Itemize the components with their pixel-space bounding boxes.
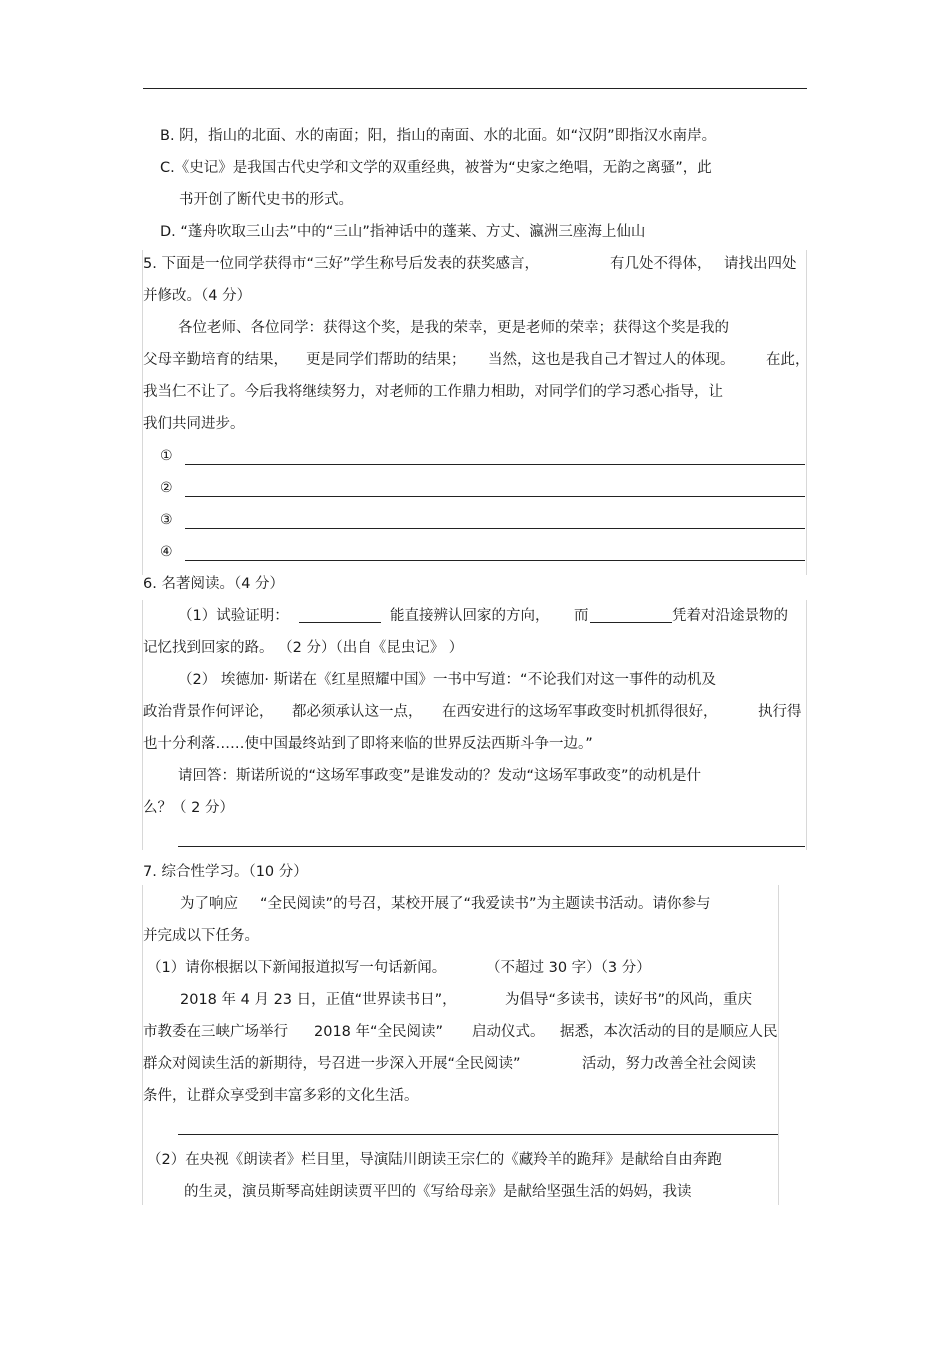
q6-s2-line2a: 政治背景作何评论， bbox=[143, 704, 274, 720]
q5-title-b: 有几处不得体， bbox=[610, 256, 712, 272]
option-b: B. 阴，指山的北面、水的南面；阳，指山的南面、水的北面。如“汉阴”即指汉水南岸。 bbox=[160, 128, 717, 144]
q7-news-line1a: 2018 年 4 月 23 日，正值“世界读书日”， bbox=[180, 992, 457, 1008]
top-rule bbox=[143, 88, 807, 89]
q7-intro-b: “全民阅读”的号召，某校开展了“我爱读书”为主题读书活动。请你参与 bbox=[260, 896, 711, 912]
q6-s1-c: 而 bbox=[574, 608, 589, 624]
q6-title: 6. 名著阅读。（4 分） bbox=[143, 576, 285, 592]
answer-marker-1: ① bbox=[160, 448, 173, 464]
q5-speech-line4: 我们共同进步。 bbox=[143, 416, 245, 432]
q7-intro-line2: 并完成以下任务。 bbox=[143, 928, 259, 944]
q7-news-line1b: 为倡导“多读书，读好书”的风尚，重庆 bbox=[505, 992, 753, 1008]
q7-news-line3b: 活动，努力改善全社会阅读 bbox=[582, 1056, 756, 1072]
q5-speech-line2d: 在此， bbox=[766, 352, 810, 368]
option-d: D. “蓬舟吹取三山去”中的“三山”指神话中的蓬莱、方丈、瀛洲三座海上仙山 bbox=[160, 224, 646, 240]
answer-marker-2: ② bbox=[160, 480, 173, 496]
q5-speech-line3: 我当仁不让了。今后我将继续努力，对老师的工作鼎力相助，对同学们的学习悉心指导，让 bbox=[143, 384, 723, 400]
answer-marker-4: ④ bbox=[160, 544, 173, 560]
q7-news-line4: 条件，让群众享受到丰富多彩的文化生活。 bbox=[143, 1088, 419, 1104]
q6-s1-d: 凭着对沿途景物的 bbox=[672, 608, 788, 624]
q7-title: 7. 综合性学习。（10 分） bbox=[143, 864, 308, 880]
q6-blank-1[interactable] bbox=[299, 608, 381, 623]
q7-news-line2c: 启动仪式。 bbox=[472, 1024, 545, 1040]
q7-task1-a: （1）请你根据以下新闻报道拟写一句话新闻。 bbox=[147, 960, 447, 976]
q6-s2-line2d: 执行得 bbox=[758, 704, 802, 720]
q7-news-line2a: 市教委在三峡广场举行 bbox=[143, 1024, 288, 1040]
q5-speech-line1: 各位老师、各位同学：获得这个奖，是我的荣幸，更是老师的荣幸；获得这个奖是我的 bbox=[178, 320, 729, 336]
q7-news-line2b: 2018 年“全民阅读” bbox=[314, 1024, 444, 1040]
q7-task2-line2: 的生灵，演员斯琴高娃朗读贾平凹的《写给母亲》是献给坚强生活的妈妈，我读 bbox=[184, 1184, 692, 1200]
right-border-q5 bbox=[806, 250, 807, 575]
q5-speech-line2b: 更是同学们帮助的结果； bbox=[306, 352, 466, 368]
answer-line-2[interactable] bbox=[185, 496, 805, 497]
q6-blank-2[interactable] bbox=[590, 608, 672, 623]
q5-speech-line2c: 当然，这也是我自己才智过人的体现。 bbox=[488, 352, 735, 368]
q6-s1-a: （1）试验证明： bbox=[178, 608, 289, 624]
q6-s2-line3: 也十分利落……使中国最终站到了即将来临的世界反法西斯斗争一边。” bbox=[143, 736, 593, 752]
q7-task2-line1: （2）在央视《朗读者》栏目里，导演陆川朗读王宗仁的《藏羚羊的跪拜》是献给自由奔跑 bbox=[147, 1152, 722, 1168]
q6-question-line2: 么？（ 2 分） bbox=[143, 800, 234, 816]
q7-news-line3a: 群众对阅读生活的新期待，号召进一步深入开展“全民阅读” bbox=[143, 1056, 521, 1072]
right-border-q6 bbox=[806, 600, 807, 850]
q6-s2-line2b: 都必须承认这一点， bbox=[292, 704, 423, 720]
option-c-line1: C.《史记》是我国古代史学和文学的双重经典，被誉为“史家之绝唱，无韵之离骚”，此 bbox=[160, 160, 712, 176]
q5-title-line2: 并修改。（4 分） bbox=[143, 288, 252, 304]
q6-answer-line[interactable] bbox=[178, 846, 805, 847]
q7-task1-b: （不超过 30 字）（3 分） bbox=[486, 960, 651, 976]
q7-intro-a: 为了响应 bbox=[180, 896, 238, 912]
answer-marker-3: ③ bbox=[160, 512, 173, 528]
q5-speech-line2a: 父母辛勤培育的结果， bbox=[143, 352, 288, 368]
answer-line-4[interactable] bbox=[185, 560, 805, 561]
q5-title-a: 5. 下面是一位同学获得市“三好”学生称号后发表的获奖感言， bbox=[143, 256, 539, 272]
q6-s1-b: 能直接辨认回家的方向， bbox=[390, 608, 550, 624]
q7-news-line2d: 据悉，本次活动的目的是顺应人民 bbox=[560, 1024, 778, 1040]
q7-answer-line[interactable] bbox=[178, 1134, 778, 1135]
answer-line-1[interactable] bbox=[185, 464, 805, 465]
q5-title-c: 请找出四处 bbox=[724, 256, 797, 272]
q6-s1-line2: 记忆找到回家的路。 （2 分）（出自《昆虫记》 ） bbox=[143, 640, 464, 656]
answer-line-3[interactable] bbox=[185, 528, 805, 529]
option-c-line2: 书开创了断代史书的形式。 bbox=[179, 192, 353, 208]
right-border-q7 bbox=[778, 885, 779, 1205]
q6-s2-line2c: 在西安进行的这场军事政变时机抓得很好， bbox=[442, 704, 718, 720]
q6-s2-line1: （2） 埃德加· 斯诺在《红星照耀中国》一书中写道：“不论我们对这一事件的动机及 bbox=[178, 672, 717, 688]
q6-question-line1: 请回答：斯诺所说的“这场军事政变”是谁发动的？发动“这场军事政变”的动机是什 bbox=[178, 768, 702, 784]
